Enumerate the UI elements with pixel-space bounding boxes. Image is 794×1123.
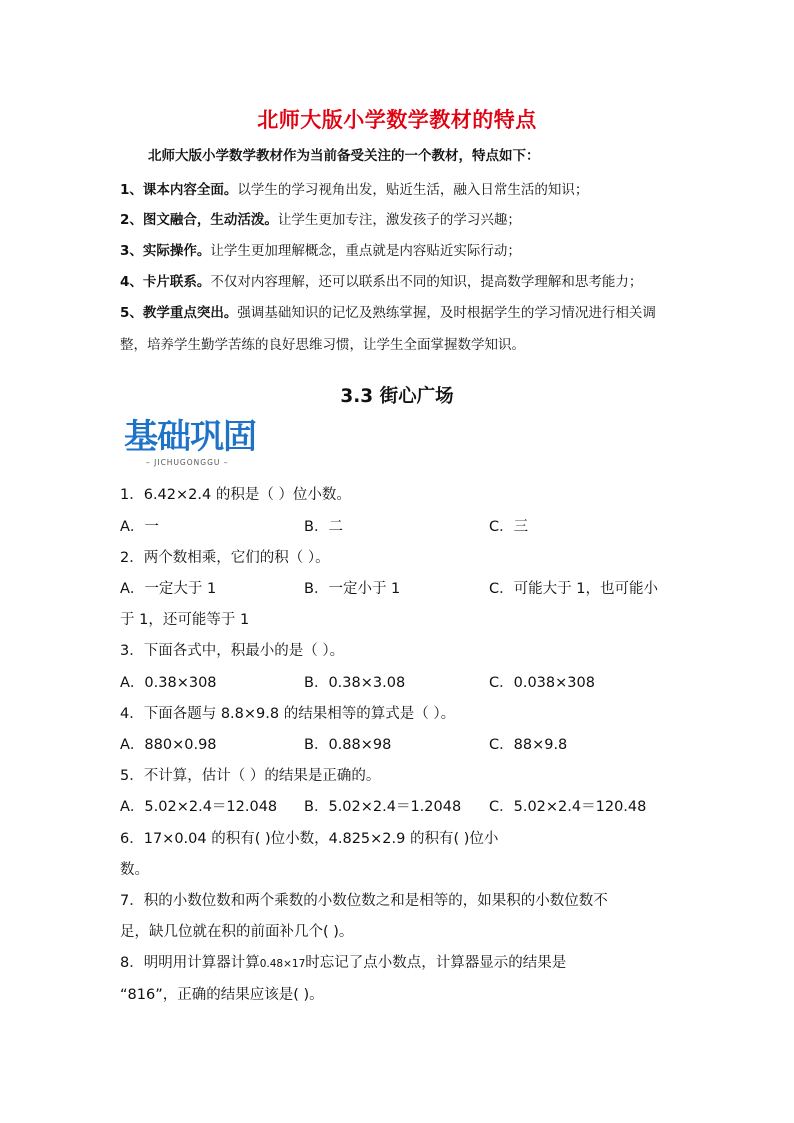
feature-item: 4、卡片联系。不仅对内容理解，还可以联系出不同的知识，提高数学理解和思考能力； — [120, 274, 643, 290]
option-c: C．三 — [489, 519, 529, 535]
question-continued: 足，缺几位就在积的前面补几个( )。 — [120, 924, 354, 940]
option-a: A．880×0.98 — [120, 737, 217, 753]
question-stem: 7．积的小数位数和两个乘数的小数位数之和是相等的，如果积的小数位数不 — [120, 893, 608, 909]
question-continued: 数。 — [120, 862, 149, 878]
option-c: C．5.02×2.4＝120.48 — [489, 799, 647, 815]
option-continued: 于 1，还可能等于 1 — [120, 612, 250, 628]
question-stem: 6．17×0.04 的积有( )位小数，4.825×2.9 的积有( )位小 — [120, 831, 499, 847]
question-stem: 3．下面各式中，积最小的是（ ）。 — [120, 643, 345, 659]
option-a: A．一定大于 1 — [120, 581, 217, 597]
option-c: C．0.038×308 — [489, 675, 595, 691]
question-stem: 5．不计算，估计（ ）的结果是正确的。 — [120, 768, 381, 784]
badge-title: 基础巩固 — [124, 417, 256, 457]
page-title: 北师大版小学数学教材的特点 — [257, 108, 537, 132]
question-stem: 8．明明用计算器计算0.48×17时忘记了点小数点，计算器显示的结果是 — [120, 955, 567, 971]
option-c: C．88×9.8 — [489, 737, 568, 753]
badge-subtitle: – JICHUGONGGU – — [146, 458, 229, 467]
option-b: B．一定小于 1 — [304, 581, 401, 597]
feature-item: 5、教学重点突出。强调基础知识的记忆及熟练掌握，及时根据学生的学习情况进行相关调 — [120, 305, 656, 321]
question-stem: 2．两个数相乘，它们的积（ ）。 — [120, 550, 330, 566]
option-b: B．二 — [304, 519, 343, 535]
option-b: B．0.38×3.08 — [304, 675, 406, 691]
question-continued: “816”，正确的结果应该是( )。 — [120, 987, 324, 1003]
option-a: A．一 — [120, 519, 159, 535]
feature-item: 3、实际操作。让学生更加理解概念，重点就是内容贴近实际行动； — [120, 243, 521, 259]
inline-expression: 0.48×17 — [259, 958, 306, 970]
section-badge — [124, 418, 268, 470]
option-a: A．0.38×308 — [120, 675, 217, 691]
feature-item-continued: 整，培养学生勤学苦练的良好思维习惯，让学生全面掌握数学知识。 — [120, 337, 525, 353]
question-stem: 1．6.42×2.4 的积是（ ）位小数。 — [120, 487, 351, 503]
section-title: 3.3 街心广场 — [340, 386, 454, 407]
option-b: B．0.88×98 — [304, 737, 392, 753]
feature-item: 1、课本内容全面。以学生的学习视角出发，贴近生活，融入日常生活的知识； — [120, 182, 589, 198]
feature-item: 2、图文融合，生动活泼。让学生更加专注，激发孩子的学习兴趣； — [120, 212, 521, 228]
option-a: A．5.02×2.4＝12.048 — [120, 799, 278, 815]
option-c: C．可能大于 1，也可能小 — [489, 581, 658, 597]
intro-text: 北师大版小学数学教材作为当前备受关注的一个教材，特点如下： — [148, 148, 540, 164]
question-stem: 4．下面各题与 8.8×9.8 的结果相等的算式是（ ）。 — [120, 706, 456, 722]
option-b: B．5.02×2.4＝1.2048 — [304, 799, 462, 815]
